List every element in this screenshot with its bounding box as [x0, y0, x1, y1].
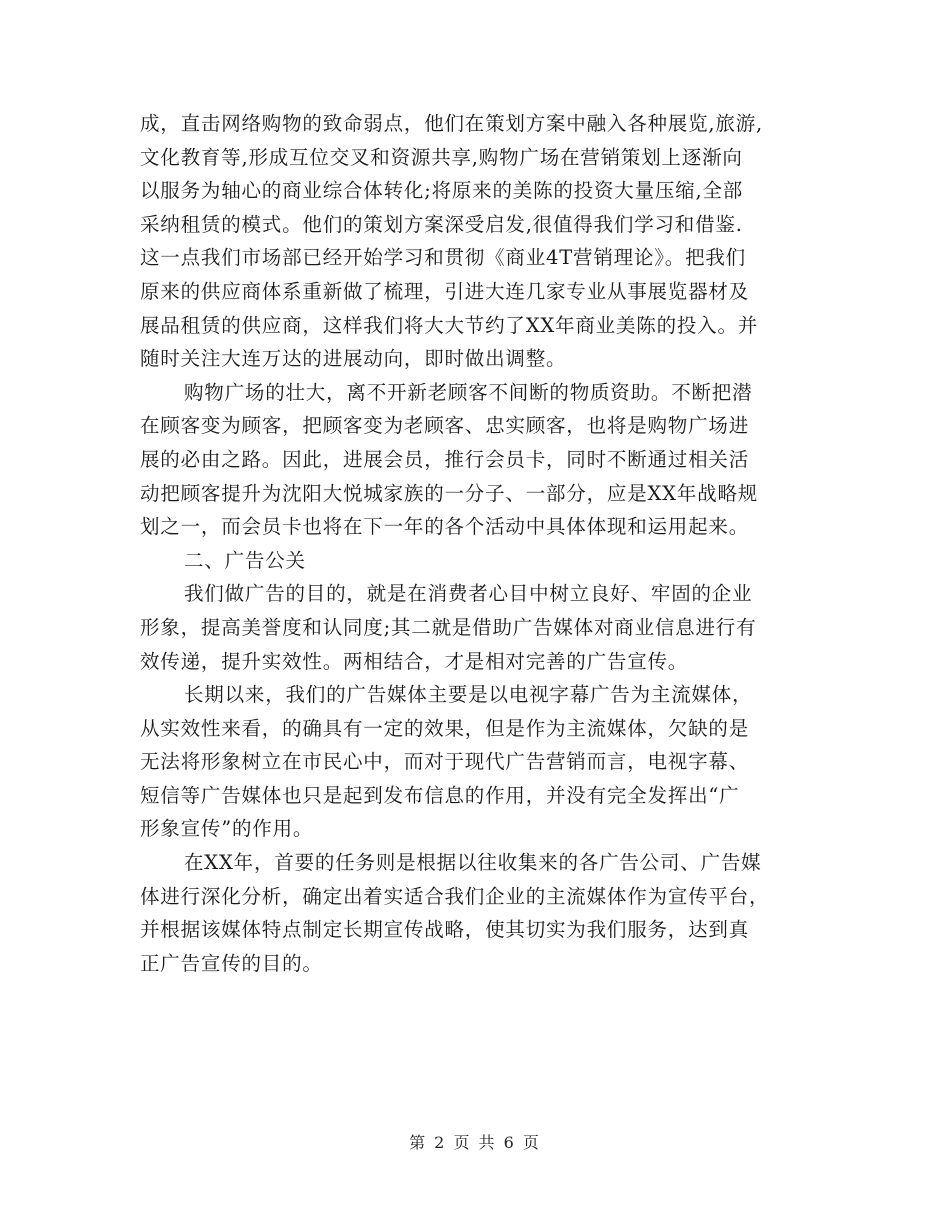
text-line: 划之一，而会员卡也将在下一年的各个活动中具体体现和运用起来。: [140, 515, 750, 539]
document-body: [140, 107, 810, 980]
text-line: 以服务为轴心的商业综合体转化;将原来的美陈的投资大量压缩,全部: [140, 179, 744, 203]
text-line: 并根据该媒体特点制定长期宣传战略，使其切实为我们服务，达到真: [140, 918, 750, 942]
text-line: 短信等广告媒体也只是起到发布信息的作用，并没有完全发挥出“广: [140, 783, 740, 807]
text-line: 无法将形象树立在市民心中，而对于现代广告营销而言，电视字幕、: [140, 750, 750, 774]
text-line: 体进行深化分析，确定出着实适合我们企业的主流媒体作为宣传平台，: [140, 884, 770, 908]
text-line: 效传递，提升实效性。两相结合，才是相对完善的广告宣传。: [140, 649, 689, 673]
text-line: 从实效性来看，的确具有一定的效果，但是作为主流媒体，欠缺的是: [140, 716, 750, 740]
text-line: 随时关注大连万达的进展动向，即时做出调整。: [140, 347, 567, 371]
text-line: 文化教育等,形成互位交叉和资源共享,购物广场在营销策划上逐渐向: [140, 145, 743, 169]
text-line: 在顾客变为顾客，把顾客变为老顾客、忠实顾客，也将是购物广场进: [140, 414, 750, 438]
text-line: 采纳租赁的模式。他们的策划方案深受启发,很值得我们学习和借鉴.: [140, 212, 743, 236]
text-line: 原来的供应商体系重新做了梳理，引进大连几家专业从事展览器材及: [140, 279, 750, 303]
text-line: 形象，提高美誉度和认同度;其二就是借助广告媒体对商业信息进行有: [140, 615, 757, 639]
text-line: 展的必由之路。因此，进展会员，推行会员卡，同时不断通过相关活: [140, 447, 750, 471]
text-line: 形象宣传”的作用。: [140, 817, 314, 841]
text-line: 这一点我们市场部已经开始学习和贯彻《商业4T营销理论》。把我们: [140, 246, 746, 270]
text-line: 成，直击网络购物的致命弱点，他们在策划方案中融入各种展览,旅游,: [140, 112, 763, 135]
page-number-footer: 第 2 页 共 6 页: [409, 1133, 541, 1152]
text-line: 我们做广告的目的，就是在消费者心目中树立良好、牢固的企业: [184, 582, 753, 606]
text-line: 正广告宣传的目的。: [140, 951, 323, 975]
text-line: 展品租赁的供应商，这样我们将大大节约了XX年商业美陈的投入。并: [140, 313, 759, 337]
text-line: 在XX年，首要的任务则是根据以往收集来的各广告公司、广告媒: [184, 851, 762, 875]
text-line: 长期以来，我们的广告媒体主要是以电视字幕广告为主流媒体，: [184, 683, 753, 707]
text-line: 购物广场的壮大，离不开新老顾客不间断的物质资助。不断把潜: [184, 380, 753, 404]
text-line: 二、广告公关: [184, 548, 306, 572]
text-line: 动把顾客提升为沈阳大悦城家族的一分子、一部分，应是XX年战略规: [140, 481, 759, 505]
